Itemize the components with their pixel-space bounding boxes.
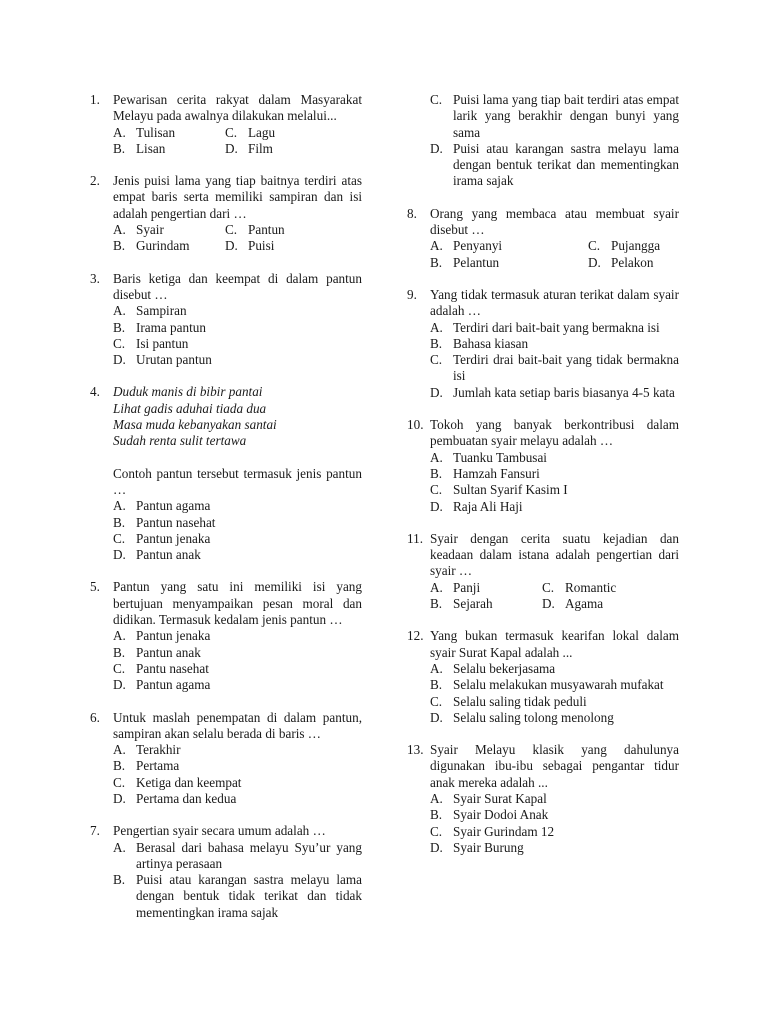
option-text: Pantun jenaka xyxy=(136,530,211,546)
option-letter: B. xyxy=(113,238,126,254)
option-text: Ketiga dan keempat xyxy=(136,774,242,790)
option-text: Syair Dodoi Anak xyxy=(453,807,549,823)
answer-options xyxy=(113,303,362,368)
question-stem: Orang yang membaca atau membuat syair disebut … xyxy=(430,205,679,238)
option-letter: C. xyxy=(430,823,443,839)
answer-option xyxy=(430,791,679,807)
option-letter: D. xyxy=(430,709,443,725)
option-text: Pantun agama xyxy=(136,677,211,693)
option-text: Panji xyxy=(453,579,481,595)
option-letter: C. xyxy=(588,238,601,254)
answer-option xyxy=(113,840,362,873)
option-letter: A. xyxy=(113,839,126,855)
answer-option xyxy=(542,596,679,612)
answer-option xyxy=(430,580,542,596)
answer-option xyxy=(430,840,679,856)
question-stem: Baris ketiga dan keempat di dalam pantun disebut … xyxy=(113,270,362,302)
option-letter: D. xyxy=(542,596,555,612)
option-letter: C. xyxy=(430,482,443,498)
answer-option xyxy=(113,547,362,563)
question-number: 10. xyxy=(407,417,424,433)
option-text: Pantu nasehat xyxy=(136,660,209,676)
option-letter: C. xyxy=(113,660,126,676)
answer-option xyxy=(430,352,679,385)
answer-options xyxy=(430,238,679,271)
option-text: Terakhir xyxy=(136,742,181,758)
option-text: Pantun agama xyxy=(136,498,211,514)
option-text: Selalu saling tolong menolong xyxy=(453,709,614,725)
answer-option xyxy=(430,238,588,254)
question-item xyxy=(407,287,679,401)
answer-option xyxy=(113,125,225,141)
pantun-poem xyxy=(113,384,362,449)
option-text: Urutan pantun xyxy=(136,352,212,368)
question-number: 6. xyxy=(90,709,100,725)
question-item xyxy=(90,173,362,254)
answer-option xyxy=(430,450,679,466)
answer-option xyxy=(113,758,362,774)
answer-option xyxy=(430,499,679,515)
option-text: Sejarah xyxy=(453,596,493,612)
answer-options xyxy=(113,742,362,807)
option-letter: D. xyxy=(225,140,238,156)
option-text: Terdiri dari bait-bait yang bermakna isi xyxy=(453,319,660,335)
option-letter: A. xyxy=(430,790,443,806)
option-letter: C. xyxy=(542,579,555,595)
option-text: Puisi atau karangan sastra melayu lama dengan bentuk tidak terikat dan tidak mementingkan irama sajak xyxy=(136,872,362,920)
answer-option xyxy=(225,238,362,254)
question-stem: Contoh pantun tersebut termasuk jenis pantun … xyxy=(113,465,362,497)
option-letter: D. xyxy=(113,547,126,563)
option-letter: D. xyxy=(430,498,443,514)
answer-option xyxy=(430,710,679,726)
option-text: Pertama xyxy=(136,758,180,774)
answer-option xyxy=(113,742,362,758)
answer-option xyxy=(113,531,362,547)
option-text: Selalu saling tidak peduli xyxy=(453,693,587,709)
option-text: Pertama dan kedua xyxy=(136,790,237,806)
option-text: Terdiri drai bait-bait yang tidak bermakna isi xyxy=(453,352,679,384)
option-letter: B. xyxy=(113,644,126,660)
answer-option xyxy=(113,498,362,514)
option-letter: A. xyxy=(113,222,126,238)
option-letter: D. xyxy=(430,384,443,400)
answer-option xyxy=(430,92,679,141)
option-letter: D. xyxy=(113,790,126,806)
answer-options xyxy=(430,661,679,726)
question-number: 3. xyxy=(90,270,100,286)
option-letter: D. xyxy=(225,238,238,254)
option-text: Lagu xyxy=(248,124,276,140)
answer-option xyxy=(113,352,362,368)
option-text: Sultan Syarif Kasim I xyxy=(453,482,568,498)
option-letter: C. xyxy=(113,530,126,546)
question-number: 12. xyxy=(407,628,424,644)
option-letter: B. xyxy=(430,677,443,693)
option-text: Puisi atau karangan sastra melayu lama dengan bentuk terikat dan mementingkan irama sajak xyxy=(453,140,679,189)
answer-option xyxy=(430,385,679,401)
answer-option xyxy=(430,824,679,840)
question-number: 8. xyxy=(407,205,417,221)
option-text: Sampiran xyxy=(136,303,187,319)
question-item xyxy=(90,271,362,369)
option-letter: B. xyxy=(113,319,126,335)
option-text: Selalu bekerjasama xyxy=(453,660,556,676)
answer-option xyxy=(430,694,679,710)
question-stem: Yang bukan termasuk kearifan lokal dalam syair Surat Kapal adalah ... xyxy=(430,628,679,660)
answer-options xyxy=(113,125,362,158)
option-text: Syair Burung xyxy=(453,839,524,855)
question-item xyxy=(407,417,679,515)
answer-option xyxy=(430,320,679,336)
option-letter: B. xyxy=(113,140,126,156)
question-number: 7. xyxy=(90,823,100,839)
option-text: Tuanku Tambusai xyxy=(453,449,547,465)
option-text: Jumlah kata setiap baris biasanya 4-5 kata xyxy=(453,384,675,400)
question-number: 4. xyxy=(90,384,100,400)
option-text: Pantun xyxy=(248,222,285,238)
answer-option xyxy=(430,482,679,498)
option-letter: C. xyxy=(225,124,238,140)
option-text: Berasal dari bahasa melayu Syu’ur yang artinya perasaan xyxy=(136,839,362,871)
option-letter: B. xyxy=(430,807,443,823)
option-text: Selalu melakukan musyawarah mufakat xyxy=(453,677,664,693)
answer-option xyxy=(430,807,679,823)
question-item xyxy=(407,742,679,856)
option-letter: A. xyxy=(430,319,443,335)
question-number: 13. xyxy=(407,742,424,758)
option-letter: D. xyxy=(113,677,126,693)
poem-line: Sudah renta sulit tertawa xyxy=(113,433,247,449)
answer-option xyxy=(430,661,679,677)
answer-option xyxy=(113,320,362,336)
answer-option xyxy=(225,125,362,141)
question-stem: Jenis puisi lama yang tiap baitnya terdiri atas empat baris serta memiliki sampiran dan isi adalah pengertian dari … xyxy=(113,173,362,221)
question-item xyxy=(407,531,679,612)
option-text: Syair Surat Kapal xyxy=(453,790,547,806)
option-letter: C. xyxy=(430,92,443,107)
answer-option xyxy=(113,661,362,677)
answer-options xyxy=(113,498,362,563)
option-text: Irama pantun xyxy=(136,319,206,335)
option-letter: D. xyxy=(430,140,443,156)
option-letter: C. xyxy=(113,774,126,790)
option-letter: A. xyxy=(430,449,443,465)
option-text: Hamzah Fansuri xyxy=(453,465,540,481)
poem-line: Lihat gadis aduhai tiada dua xyxy=(113,400,267,416)
answer-option xyxy=(588,255,679,271)
answer-option xyxy=(225,141,362,157)
question-item xyxy=(407,92,679,190)
question-item xyxy=(90,384,362,563)
question-stem: Pantun yang satu ini memiliki isi yang bertujuan menyampaikan pesan moral dan didikan. Termasuk kedalam jenis pantun … xyxy=(113,579,362,628)
answer-options xyxy=(430,791,679,856)
answer-option xyxy=(430,255,588,271)
option-text: Syair Gurindam 12 xyxy=(453,823,555,839)
answer-option xyxy=(113,515,362,531)
option-letter: A. xyxy=(430,238,443,254)
option-text: Isi pantun xyxy=(136,335,189,351)
option-letter: B. xyxy=(430,254,443,270)
option-text: Pantun anak xyxy=(136,644,201,660)
answer-option xyxy=(430,466,679,482)
option-text: Film xyxy=(248,140,273,156)
option-text: Raja Ali Haji xyxy=(453,498,523,514)
question-number: 5. xyxy=(90,579,100,595)
answer-options xyxy=(113,628,362,693)
answer-option xyxy=(113,336,362,352)
question-item xyxy=(90,579,362,693)
question-item xyxy=(407,628,679,726)
answer-option xyxy=(113,238,225,254)
option-text: Gurindam xyxy=(136,238,190,254)
answer-option xyxy=(430,141,679,190)
option-letter: B. xyxy=(113,872,126,888)
option-letter: A. xyxy=(113,742,126,758)
question-number: 1. xyxy=(90,92,100,107)
answer-option xyxy=(430,596,542,612)
answer-option xyxy=(430,336,679,352)
answer-option xyxy=(113,628,362,644)
option-text: Bahasa kiasan xyxy=(453,335,529,351)
option-letter: D. xyxy=(430,839,443,855)
option-letter: A. xyxy=(113,498,126,514)
answer-option xyxy=(542,580,679,596)
option-text: Pelakon xyxy=(611,254,654,270)
option-text: Lisan xyxy=(136,140,166,156)
option-letter: C. xyxy=(113,335,126,351)
question-item xyxy=(90,710,362,808)
option-letter: A. xyxy=(113,124,126,140)
question-stem: Tokoh yang banyak berkontribusi dalam pembuatan syair melayu adalah … xyxy=(430,417,679,449)
option-text: Pelantun xyxy=(453,254,500,270)
answer-option xyxy=(113,222,225,238)
answer-option xyxy=(113,791,362,807)
answer-options xyxy=(430,320,679,401)
option-letter: A. xyxy=(430,579,443,595)
question-item xyxy=(407,206,679,271)
question-item xyxy=(90,823,362,921)
answer-option xyxy=(113,645,362,661)
question-stem: Pewarisan cerita rakyat dalam Masyarakat Melayu pada awalnya dilakukan melalui... xyxy=(113,92,362,124)
answer-option xyxy=(113,141,225,157)
poem-line: Masa muda kebanyakan santai xyxy=(113,417,277,433)
option-letter: C. xyxy=(225,222,238,238)
answer-option xyxy=(113,303,362,319)
option-letter: B. xyxy=(430,335,443,351)
answer-option xyxy=(588,238,679,254)
option-text: Pantun anak xyxy=(136,547,201,563)
option-letter: B. xyxy=(430,596,443,612)
option-letter: C. xyxy=(430,693,443,709)
option-letter: A. xyxy=(113,628,126,644)
question-stem: Yang tidak termasuk aturan terikat dalam syair adalah … xyxy=(430,286,679,319)
left-column xyxy=(90,92,362,937)
question-stem: Syair Melayu klasik yang dahulunya digunakan ibu-ibu sebagai pengantar tidur anak mereka adalah ... xyxy=(430,742,679,790)
answer-options xyxy=(113,222,362,255)
question-stem: Pengertian syair secara umum adalah … xyxy=(113,823,326,839)
option-letter: B. xyxy=(113,758,126,774)
answer-option xyxy=(113,872,362,921)
option-letter: D. xyxy=(588,254,601,270)
option-text: Puisi lama yang tiap bait terdiri atas empat larik yang berakhir dengan bunyi yang sama xyxy=(453,92,679,140)
option-text: Pantun nasehat xyxy=(136,514,216,530)
option-text: Tulisan xyxy=(136,124,176,140)
question-stem: Syair dengan cerita suatu kejadian dan keadaan dalam istana adalah pengertian dari syair … xyxy=(430,530,679,579)
option-letter: A. xyxy=(430,660,443,676)
answer-option xyxy=(430,677,679,693)
answer-options xyxy=(430,92,679,190)
question-number: 2. xyxy=(90,173,100,189)
option-text: Syair xyxy=(136,222,164,238)
option-letter: C. xyxy=(430,352,443,368)
answer-option xyxy=(113,677,362,693)
option-letter: B. xyxy=(113,514,126,530)
option-text: Agama xyxy=(565,596,604,612)
poem-line: Duduk manis di bibir pantai xyxy=(113,384,263,400)
answer-options xyxy=(113,840,362,921)
answer-option xyxy=(225,222,362,238)
option-text: Penyanyi xyxy=(453,238,503,254)
answer-option xyxy=(113,775,362,791)
option-text: Romantic xyxy=(565,579,617,595)
question-number: 9. xyxy=(407,286,417,302)
option-letter: B. xyxy=(430,465,443,481)
option-text: Pujangga xyxy=(611,238,661,254)
question-stem: Untuk maslah penempatan di dalam pantun, sampiran akan selalu berada di baris … xyxy=(113,709,362,741)
option-letter: A. xyxy=(113,303,126,319)
answer-options xyxy=(430,580,679,613)
right-column xyxy=(407,92,679,872)
question-number: 11. xyxy=(407,530,423,546)
question-item xyxy=(90,92,362,157)
option-text: Pantun jenaka xyxy=(136,628,211,644)
answer-options xyxy=(430,450,679,515)
option-letter: D. xyxy=(113,352,126,368)
option-text: Puisi xyxy=(248,238,275,254)
